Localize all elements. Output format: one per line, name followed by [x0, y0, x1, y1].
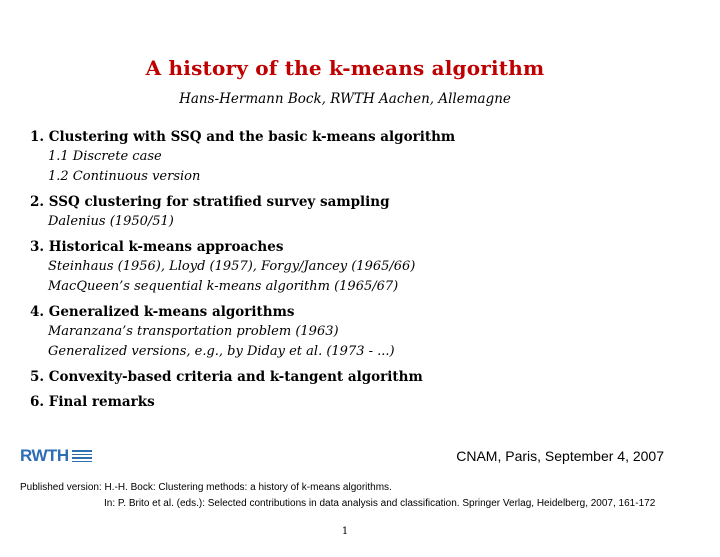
section-title: 2. SSQ clustering for stratified survey sampling [30, 194, 390, 210]
section-title: 6. Final remarks [30, 394, 155, 410]
publication-line-1: Published version: H.-H. Bock: Clustering methods: a history of k-means algorithms. [20, 482, 392, 493]
logo-text: RWTH [20, 446, 69, 465]
section-item: Dalenius (1950/51) [48, 214, 174, 229]
section-item: MacQueen’s sequential k-means algorithm (1965/67) [48, 279, 399, 294]
section-item: 1.2 Continuous version [48, 169, 201, 184]
section-item: Generalized versions, e.g., by Diday et al. (1973 - ...) [48, 344, 395, 359]
page-number: 1 [341, 526, 349, 537]
outline-section [30, 393, 690, 412]
outline-section [30, 368, 690, 387]
section-item: Maranzana’s transportation problem (1963) [48, 324, 339, 339]
outline [30, 128, 690, 412]
outline-section [30, 238, 690, 297]
outline-section [30, 128, 690, 187]
venue-date: CNAM, Paris, September 4, 2007 [456, 448, 664, 464]
rwth-logo [20, 446, 92, 466]
section-title: 3. Historical k-means approaches [30, 239, 284, 255]
publication-line-2: In: P. Brito et al. (eds.): Selected contributions in data analysis and classification. Springer Verlag, Heidelberg, 2007, 161-172 [104, 498, 656, 509]
section-title: 4. Generalized k-means algorithms [30, 304, 295, 320]
logo-lines-icon [72, 450, 92, 462]
outline-section [30, 303, 690, 362]
author-line: Hans-Hermann Bock, RWTH Aachen, Allemagne [179, 91, 511, 107]
slide-title: A history of the k-means algorithm [145, 56, 545, 80]
section-item: Steinhaus (1956), Lloyd (1957), Forgy/Jancey (1965/66) [48, 259, 416, 274]
section-title: 5. Convexity-based criteria and k-tangent algorithm [30, 369, 423, 385]
section-title: 1. Clustering with SSQ and the basic k-means algorithm [30, 129, 456, 145]
outline-section [30, 193, 690, 232]
section-item: 1.1 Discrete case [48, 149, 162, 164]
